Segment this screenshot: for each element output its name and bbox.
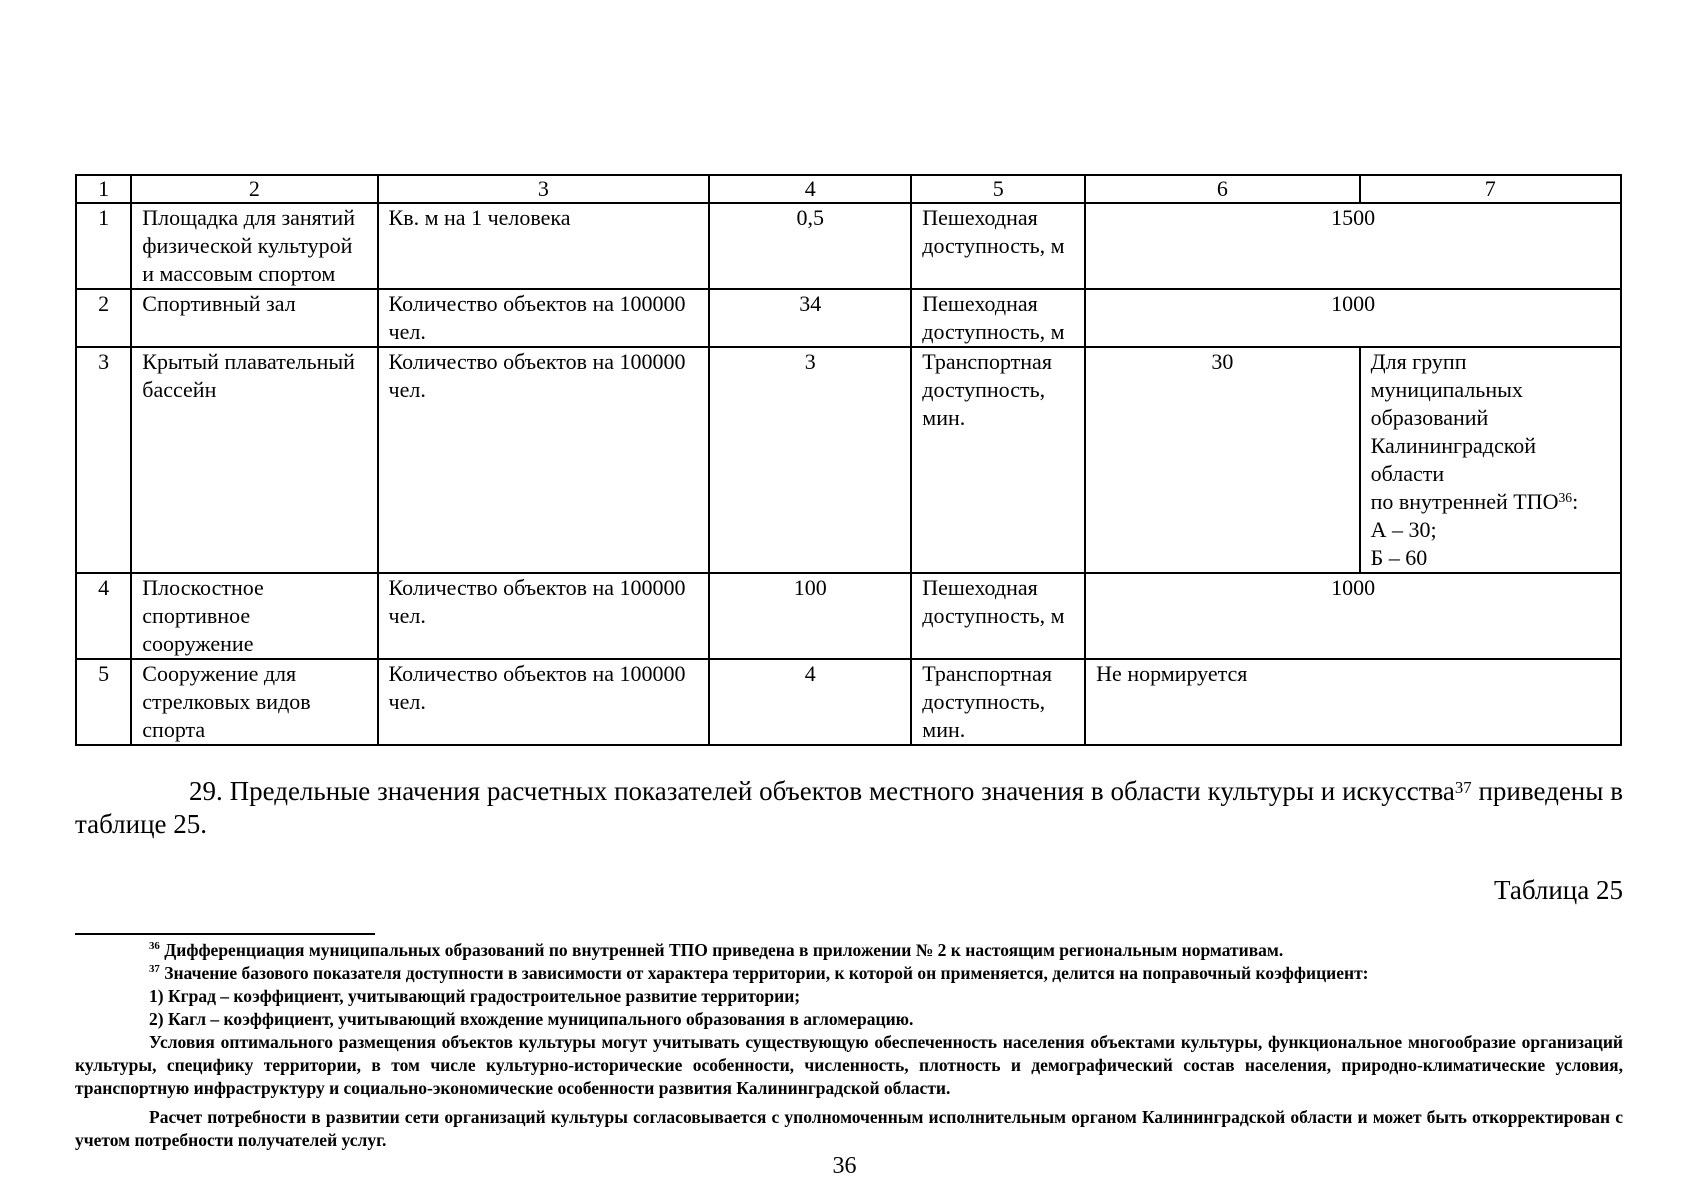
- unit-cell: Количество объектов на 100000 чел.: [378, 347, 710, 573]
- header-cell: 3: [378, 175, 710, 203]
- header-cell: 2: [131, 175, 377, 203]
- value-cell: 4: [709, 659, 911, 745]
- access-value-cell: 1000: [1085, 573, 1621, 659]
- footnote-item-1: 1) Кград – коэффициент, учитывающий градостроительное развитие территории;: [149, 986, 801, 1006]
- row-number: 2: [76, 289, 131, 347]
- table-row: [76, 659, 1621, 745]
- access-value-cell: 1500: [1085, 203, 1621, 289]
- access-value-cell: 30: [1085, 347, 1359, 573]
- sports-facilities-table: [75, 174, 1622, 746]
- header-cell: 1: [76, 175, 131, 203]
- table-caption: Таблица 25: [1494, 875, 1623, 905]
- facility-name: Крытый плавательный бассейн: [131, 347, 377, 573]
- table-row: [76, 347, 1621, 573]
- note-line: А – 30;: [1370, 517, 1437, 542]
- access-type-cell: Пешеходная доступность, м: [911, 289, 1085, 347]
- footnote-37: [75, 962, 1623, 985]
- page-number: 36: [832, 1153, 857, 1179]
- footnote-conditions: Условия оптимального размещения объектов культуры могут учитывать существующую обеспеченность населения объектами культуры, функциональное многообразие организаций культуры, специфику территории, в том числе культурно-исторические особенности, численность, плотность и демографический состав населения, природно-климатические условия, транспортную инфраструктуру и социально-экономические особенности развития Калининградской области.: [75, 1032, 1623, 1098]
- footnotes: [75, 939, 1623, 1152]
- header-cell: 5: [911, 175, 1085, 203]
- value-cell: 3: [709, 347, 911, 573]
- note-line: Калининградской: [1370, 433, 1537, 458]
- footnote-mark: 37: [149, 963, 160, 975]
- note-line: по внутренней ТПО: [1370, 489, 1559, 514]
- note-cell: [1360, 347, 1621, 573]
- table-header-row: [76, 175, 1621, 203]
- paragraph-text: 29. Предельные значения расчетных показателей объектов местного значения в области культуры и искусства: [189, 776, 1455, 806]
- row-number: 1: [76, 203, 131, 289]
- footnote-calculation: Расчет потребности в развитии сети организаций культуры согласовывается с уполномоченным исполнительным органом Калининградской области и может быть откорректирован с учетом потребности получателей услуг.: [75, 1107, 1623, 1150]
- header-cell: 7: [1360, 175, 1621, 203]
- footnote-item-2: 2) Кагл – коэффициент, учитывающий вхождение муниципального образования в агломерацию.: [149, 1009, 914, 1029]
- access-type-cell: Транспортная доступность, мин.: [911, 659, 1085, 745]
- value-cell: 100: [709, 573, 911, 659]
- footnote-text: Значение базового показателя доступности в зависимости от характера территории, к которой он применяется, делится на поправочный коэффициент:: [159, 963, 1369, 983]
- access-value-cell: Не нормируется: [1085, 659, 1621, 745]
- footnote-mark: 36: [149, 940, 160, 952]
- table-row: [76, 289, 1621, 347]
- access-type-cell: Пешеходная доступность, м: [911, 203, 1085, 289]
- unit-cell: Кв. м на 1 человека: [378, 203, 710, 289]
- row-number: 5: [76, 659, 131, 745]
- note-line: образований: [1370, 405, 1489, 430]
- unit-cell: Количество объектов на 100000 чел.: [378, 289, 710, 347]
- facility-name: Площадка для занятий физической культурой и массовым спортом: [131, 203, 377, 289]
- facility-name: Сооружение для стрелковых видов спорта: [131, 659, 377, 745]
- facility-name: Плоскостное спортивное сооружение: [131, 573, 377, 659]
- note-line-tpo: [1371, 488, 1610, 516]
- footnote-ref-36[interactable]: 36: [1558, 490, 1573, 505]
- value-cell: 0,5: [709, 203, 911, 289]
- value-cell: 34: [709, 289, 911, 347]
- access-value-cell: 1000: [1085, 289, 1621, 347]
- header-cell: 6: [1085, 175, 1359, 203]
- footnote-ref-37[interactable]: 37: [1454, 778, 1472, 797]
- footnote-36: [75, 939, 1623, 962]
- unit-cell: Количество объектов на 100000 чел.: [378, 659, 710, 745]
- table-row: [76, 203, 1621, 289]
- unit-cell: Количество объектов на 100000 чел.: [378, 573, 710, 659]
- note-line: Для групп: [1370, 349, 1467, 374]
- note-line: муниципальных: [1370, 377, 1523, 402]
- footnote-text: Дифференциация муниципальных образований по внутренней ТПО приведена в приложении № 2 к настоящим региональным нормативам.: [159, 940, 1284, 960]
- section-29-paragraph: [75, 775, 1623, 841]
- access-type-cell: Пешеходная доступность, м: [911, 573, 1085, 659]
- table-row: [76, 573, 1621, 659]
- header-cell: 4: [709, 175, 911, 203]
- note-line: Б – 60: [1370, 545, 1428, 570]
- paragraph-text-end: приведены в таблице 25.: [75, 776, 1623, 839]
- note-suffix: :: [1572, 489, 1579, 514]
- note-line: области: [1370, 461, 1445, 486]
- footnote-divider: [75, 933, 375, 935]
- row-number: 3: [76, 347, 131, 573]
- facility-name: Спортивный зал: [131, 289, 377, 347]
- access-type-cell: Транспортная доступность, мин.: [911, 347, 1085, 573]
- row-number: 4: [76, 573, 131, 659]
